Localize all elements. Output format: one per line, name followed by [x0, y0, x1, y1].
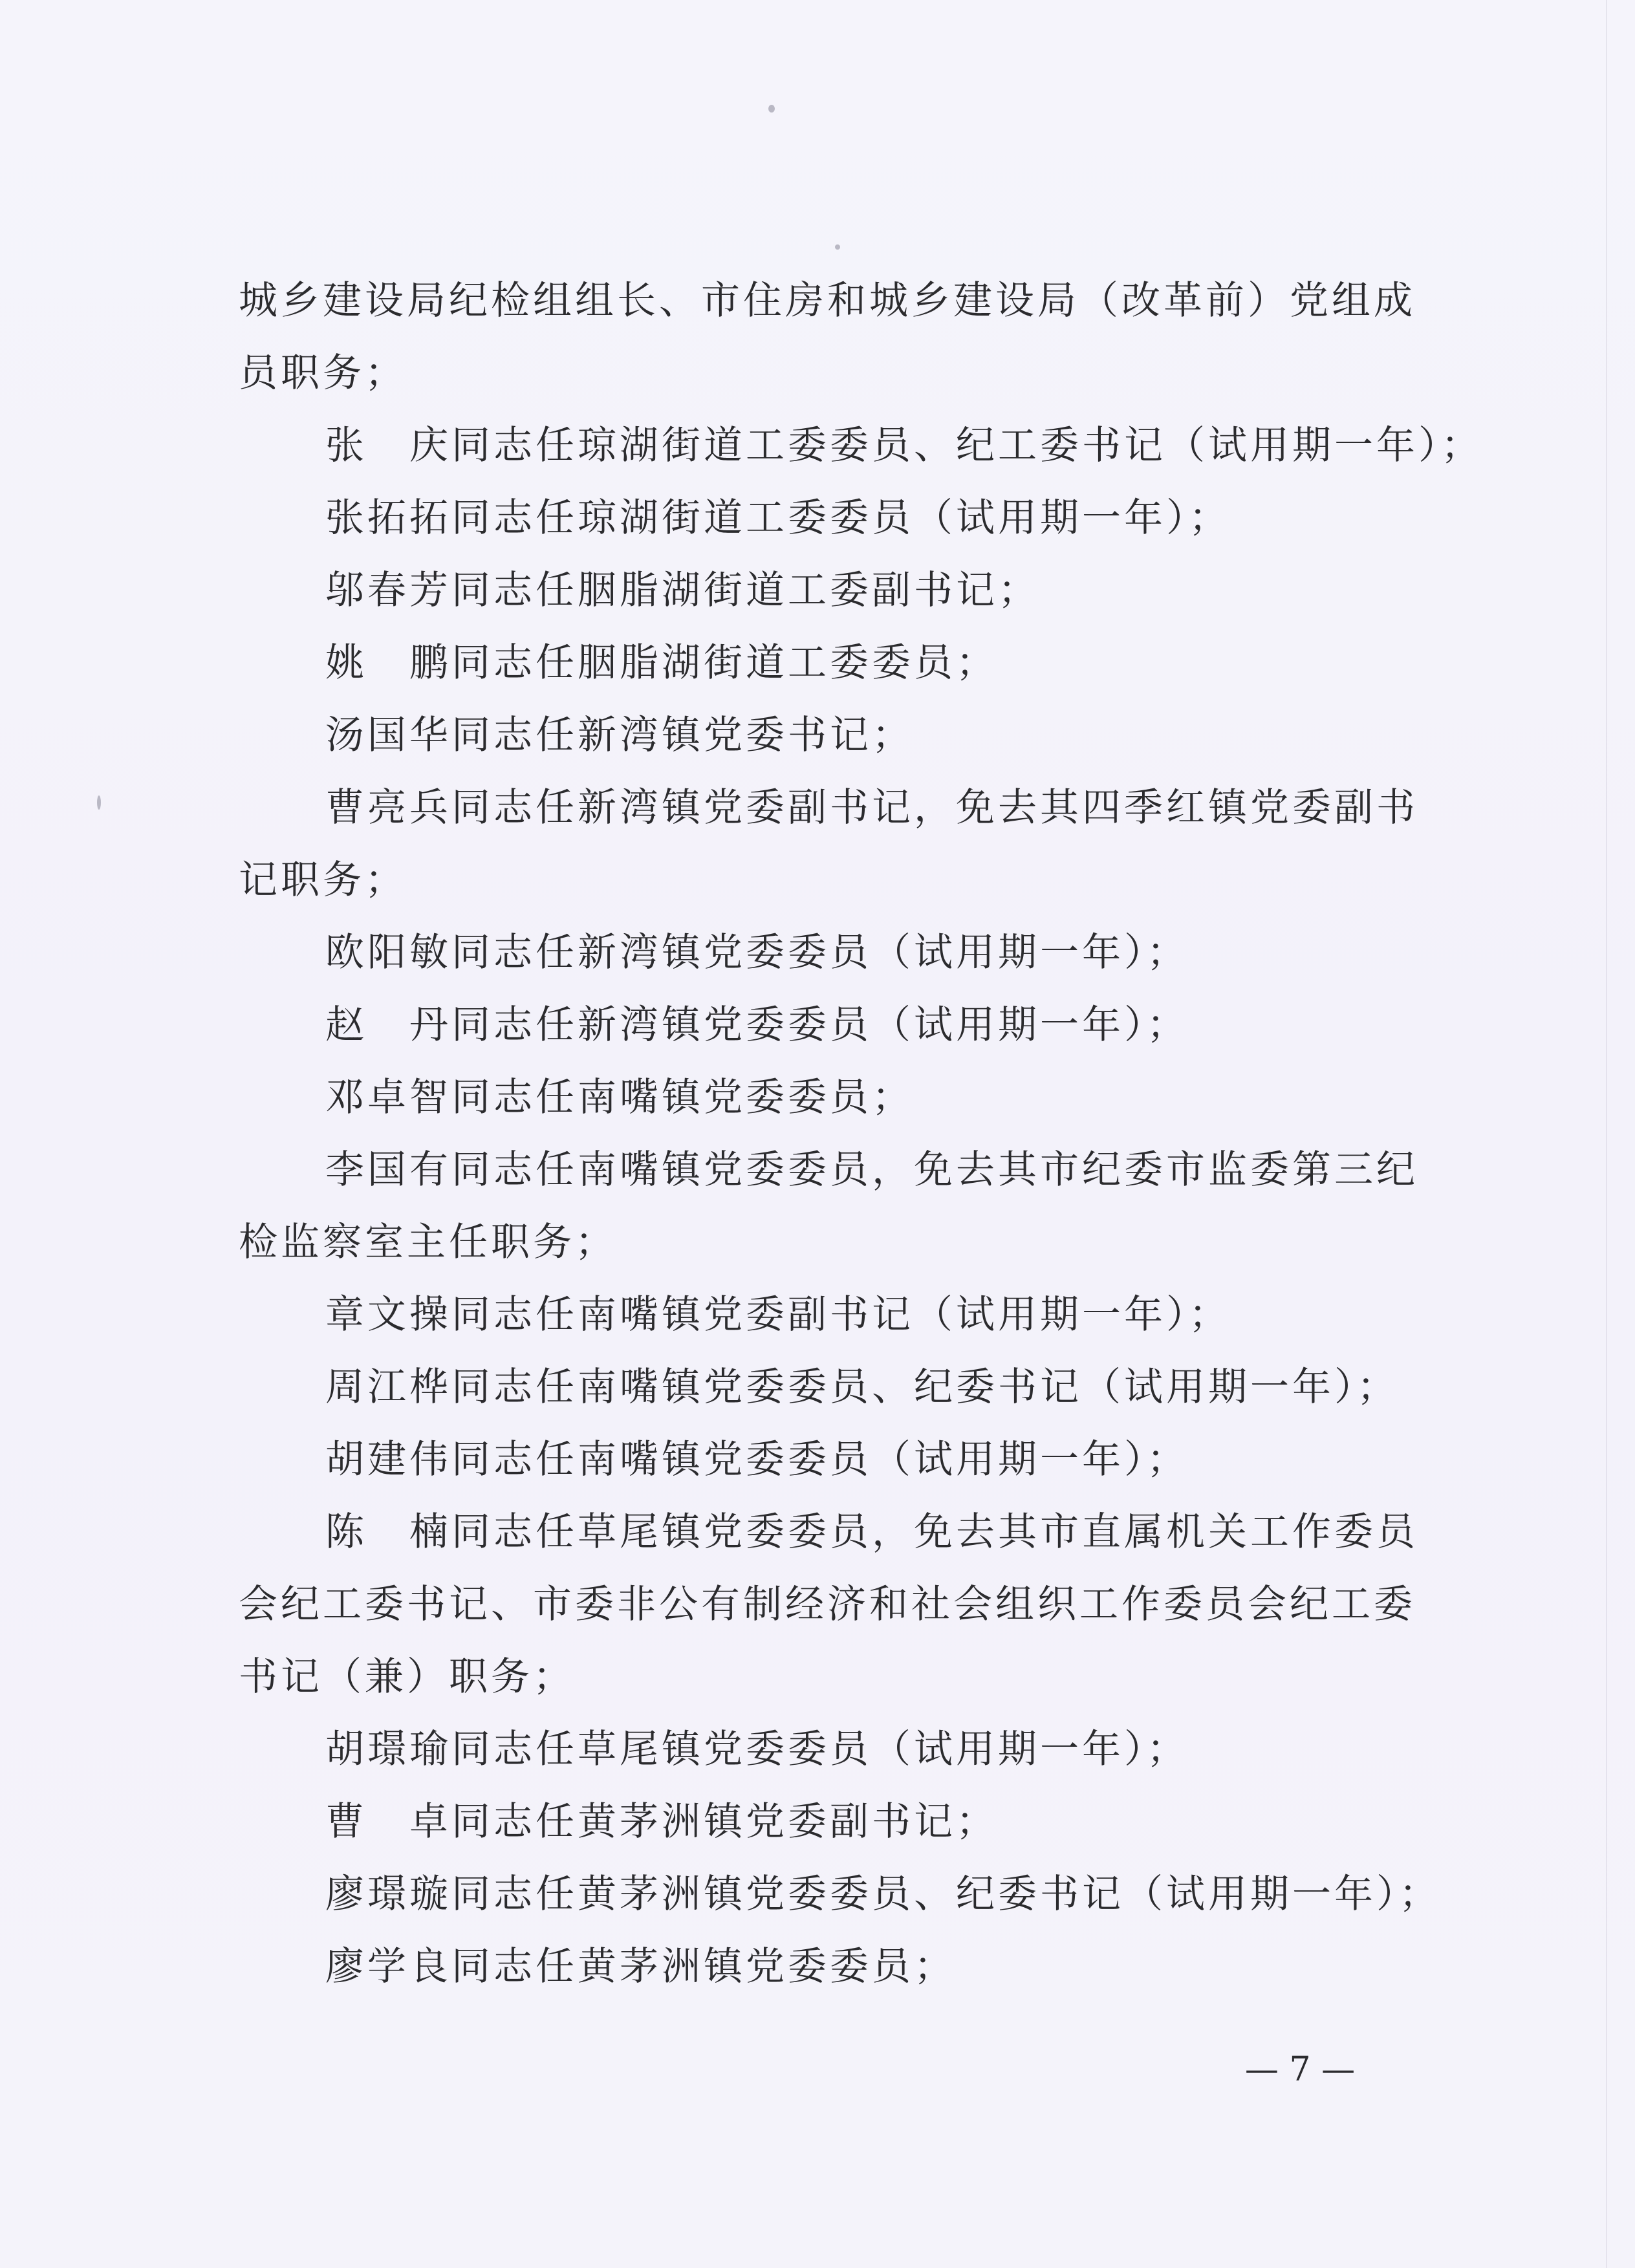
- text-line: 书记（兼）职务；: [239, 1654, 575, 1700]
- scan-speck: [835, 244, 840, 250]
- appointment-paragraph: [239, 1134, 1519, 1279]
- page-number: — 7 —: [1244, 2050, 1356, 2089]
- text-line: 廖璟璇同志任黄茅洲镇党委委员、纪委书记（试用期一年）；: [325, 1872, 1441, 1917]
- text-line: 张拓拓同志任琼湖街道工委委员（试用期一年）；: [325, 495, 1231, 541]
- text-line: 胡璟瑜同志任草尾镇党委委员（试用期一年）；: [325, 1727, 1189, 1772]
- text-line: 陈 楠同志任草尾镇党委委员，免去其市直属机关工作委员: [325, 1509, 1418, 1555]
- text-line: 李国有同志任南嘴镇党委委员，免去其市纪委市监委第三纪: [325, 1147, 1418, 1193]
- appointment-paragraph: [239, 482, 1519, 554]
- appointment-paragraph: [239, 772, 1519, 916]
- appointment-paragraph: [239, 1858, 1519, 1930]
- appointment-paragraph: [239, 1423, 1519, 1496]
- text-line: 曹 卓同志任黄茅洲镇党委副书记；: [325, 1799, 998, 1844]
- scan-edge-line: [1606, 0, 1607, 2268]
- text-line: 曹亮兵同志任新湾镇党委副书记，免去其四季红镇党委副书: [325, 785, 1418, 830]
- appointment-paragraph: [239, 699, 1519, 772]
- text-line: 员职务；: [239, 351, 407, 396]
- text-line: 姚 鹏同志任胭脂湖街道工委委员；: [325, 640, 998, 686]
- text-line: 记职务；: [239, 858, 407, 903]
- appointment-paragraph: [239, 1061, 1519, 1134]
- appointment-paragraph: [239, 989, 1519, 1061]
- appointment-paragraph: [239, 916, 1519, 989]
- text-line: 会纪工委书记、市委非公有制经济和社会组织工作委员会纪工委: [239, 1582, 1416, 1627]
- text-line: 检监察室主任职务；: [239, 1220, 617, 1265]
- scan-speck: [97, 795, 101, 810]
- appointment-paragraph: [239, 1713, 1519, 1786]
- appointment-paragraph: [239, 1496, 1519, 1713]
- appointment-paragraph: [239, 1786, 1519, 1858]
- text-line: 邓卓智同志任南嘴镇党委委员；: [325, 1075, 914, 1120]
- appointment-paragraph: [239, 409, 1519, 482]
- text-line: 胡建伟同志任南嘴镇党委委员（试用期一年）；: [325, 1437, 1189, 1482]
- appointment-paragraph: [239, 1279, 1519, 1351]
- text-line: 张 庆同志任琼湖街道工委委员、纪工委书记（试用期一年）；: [325, 423, 1483, 468]
- text-line: 廖学良同志任黄茅洲镇党委委员；: [325, 1944, 956, 1989]
- document-body: [239, 265, 1519, 2003]
- text-line: 章文操同志任南嘴镇党委副书记（试用期一年）；: [325, 1292, 1231, 1337]
- text-line: 邬春芳同志任胭脂湖街道工委副书记；: [325, 568, 1040, 613]
- text-line: 赵 丹同志任新湾镇党委委员（试用期一年）；: [325, 1002, 1189, 1048]
- appointment-paragraph: [239, 627, 1519, 699]
- text-line: 周江桦同志任南嘴镇党委委员、纪委书记（试用期一年）；: [325, 1365, 1399, 1410]
- appointment-paragraph: [239, 1930, 1519, 2003]
- appointment-paragraph: [239, 1351, 1519, 1423]
- text-line: 城乡建设局纪检组组长、市住房和城乡建设局（改革前）党组成: [239, 278, 1416, 323]
- appointment-paragraph: [239, 554, 1519, 627]
- text-line: 汤国华同志任新湾镇党委书记；: [325, 713, 914, 758]
- scan-speck: [768, 105, 775, 113]
- text-line: 欧阳敏同志任新湾镇党委委员（试用期一年）；: [325, 930, 1189, 975]
- continued-paragraph: [239, 265, 1519, 409]
